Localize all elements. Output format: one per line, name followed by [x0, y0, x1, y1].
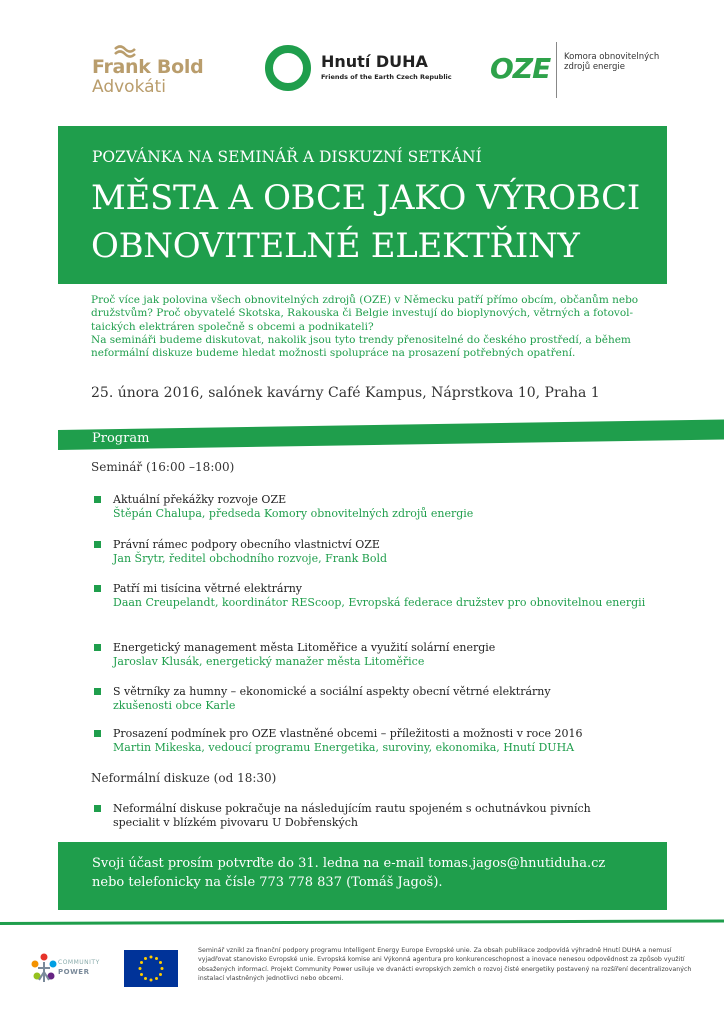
rsvp-line-1: Svoji účast prosím potvrďte do 31. ledna na e-mail tomas.jagos@hnutiduha.cz [92, 856, 606, 871]
hnuti-duha-logo [263, 43, 473, 93]
program-label: Program [92, 431, 150, 446]
title-line-2: OBNOVITELNÉ ELEKTŘINY [91, 226, 580, 266]
intro-text [91, 294, 651, 360]
oze-text: Komora obnovitelných zdrojů energie [564, 52, 660, 72]
program-item-title: S větrníky za humny – ekonomické a sociální aspekty obecní větrné elektrárny [113, 685, 551, 698]
program-item-speaker: Daan Creupelandt, koordinátor REScoop, Evropská federace družstev pro obnovitelnou energii [113, 596, 646, 609]
bullet-icon [94, 585, 101, 592]
eu-flag-icon [124, 950, 178, 987]
program-item-title: Energetický management města Litoměřice a využití solární energie [113, 641, 496, 654]
header-kicker: POZVÁNKA NA SEMINÁŘ A DISKUZNÍ SETKÁNÍ [92, 148, 482, 166]
program-item [91, 538, 651, 566]
community-power-logo [30, 950, 115, 990]
hnuti-duha-name: Hnutí DUHA [321, 52, 428, 71]
page-title [91, 174, 640, 270]
community-power-label-1: COMMUNITY [58, 959, 100, 966]
intro-line: neformální diskuze budeme hledat možnosti spolupráce na prosazení potřebných opatření. [91, 347, 576, 360]
duha-ring-icon [263, 43, 313, 93]
oze-mark: OZE [490, 52, 551, 85]
seminar-heading: Seminář (16:00 –18:00) [91, 460, 235, 474]
program-item-title: Prosazení podmínek pro OZE vlastněné obcemi – příležitosti a možnosti v roce 2016 [113, 727, 583, 740]
program-item [91, 685, 651, 713]
footer-rule [0, 919, 724, 925]
program-item-speaker: zkušenosti obce Karle [113, 699, 236, 712]
program-item-title: Aktuální překážky rozvoje OZE [113, 493, 287, 506]
intro-line: taických elektráren společně s obcemi a podnikateli? [91, 320, 374, 333]
oze-divider [556, 42, 557, 98]
program-item-title: Patří mi tisícina větrné elektrárny [113, 582, 303, 595]
bullet-icon [94, 644, 101, 651]
program-item [91, 802, 611, 830]
hnuti-duha-sub: Friends of the Earth Czech Republic [321, 73, 452, 81]
frank-bold-sub: Advokáti [92, 77, 166, 97]
frank-bold-logo [92, 44, 222, 97]
program-item [91, 493, 651, 521]
program-bar [58, 420, 724, 450]
rsvp-banner [58, 842, 667, 910]
program-item-speaker: Martin Mikeska, vedoucí programu Energetika, suroviny, ekonomika, Hnutí DUHA [113, 741, 575, 754]
program-item [91, 641, 651, 669]
frank-bold-name: Frank Bold [92, 56, 204, 78]
bullet-icon [94, 541, 101, 548]
footer-disclaimer: Seminář vznikl za finanční podpory programu Intelligent Energy Europe Evropské unie. Za obsah publikace zodpovídá výhradně Hnutí DUHA a nemusí vyjadřovat stanovisko Evropské unie. Evropská komise ani Výkonná agentura pro konkurenceschopnost a inovace nenesou odpovědnost za způsob využití obsažených informací. Projekt Community Power usiluje ve dvanácti evropských zemích o rozvoj čisté energetiky postavený na rozšíření decentralizovaných instalací vlastněných jednotlivci nebo obcemi. [198, 947, 692, 983]
event-date-place: 25. února 2016, salónek kavárny Café Kampus, Náprstkova 10, Praha 1 [91, 385, 600, 401]
program-item-speaker: Štěpán Chalupa, předseda Komory obnovitelných zdrojů energie [113, 507, 474, 520]
community-power-people-icon [30, 952, 58, 986]
intro-line: družstvům? Proč obyvatelé Skotska, Rakouska či Belgie investují do bioplynových, větrných a fotovol- [91, 307, 634, 320]
bullet-icon [94, 805, 101, 812]
program-item-speaker: Jan Šrytr, ředitel obchodního rozvoje, Frank Bold [113, 552, 388, 565]
program-item-title: Neformální diskuse pokračuje na následujícím rautu spojeném s ochutnávkou pivních specialit v blízkém pivovaru U Dobřenských [113, 802, 591, 829]
bullet-icon [94, 730, 101, 737]
intro-line: Na semináři budeme diskutovat, nakolik jsou tyto trendy přenositelné do českého prostředí, a během [91, 333, 631, 346]
program-item [91, 727, 651, 755]
program-item-title: Právní rámec podpory obecního vlastnictví OZE [113, 538, 380, 551]
intro-line: Proč více jak polovina všech obnovitelných zdrojů (OZE) v Německu patří přímo obcím, občanům nebo [91, 294, 639, 306]
bullet-icon [94, 688, 101, 695]
informal-heading: Neformální diskuze (od 18:30) [91, 771, 277, 785]
program-item [91, 582, 651, 610]
title-line-1: MĚSTA A OBCE JAKO VÝROBCI [91, 178, 640, 218]
bullet-icon [94, 496, 101, 503]
community-power-label-2: POWER [58, 968, 90, 976]
program-item-speaker: Jaroslav Klusák, energetický manažer města Litoměřice [113, 655, 425, 668]
oze-logo [490, 40, 660, 100]
rsvp-line-2: nebo telefonicky na čísle 773 778 837 (Tomáš Jagoš). [92, 875, 443, 890]
rsvp-text [92, 854, 605, 892]
header-banner [58, 126, 667, 284]
